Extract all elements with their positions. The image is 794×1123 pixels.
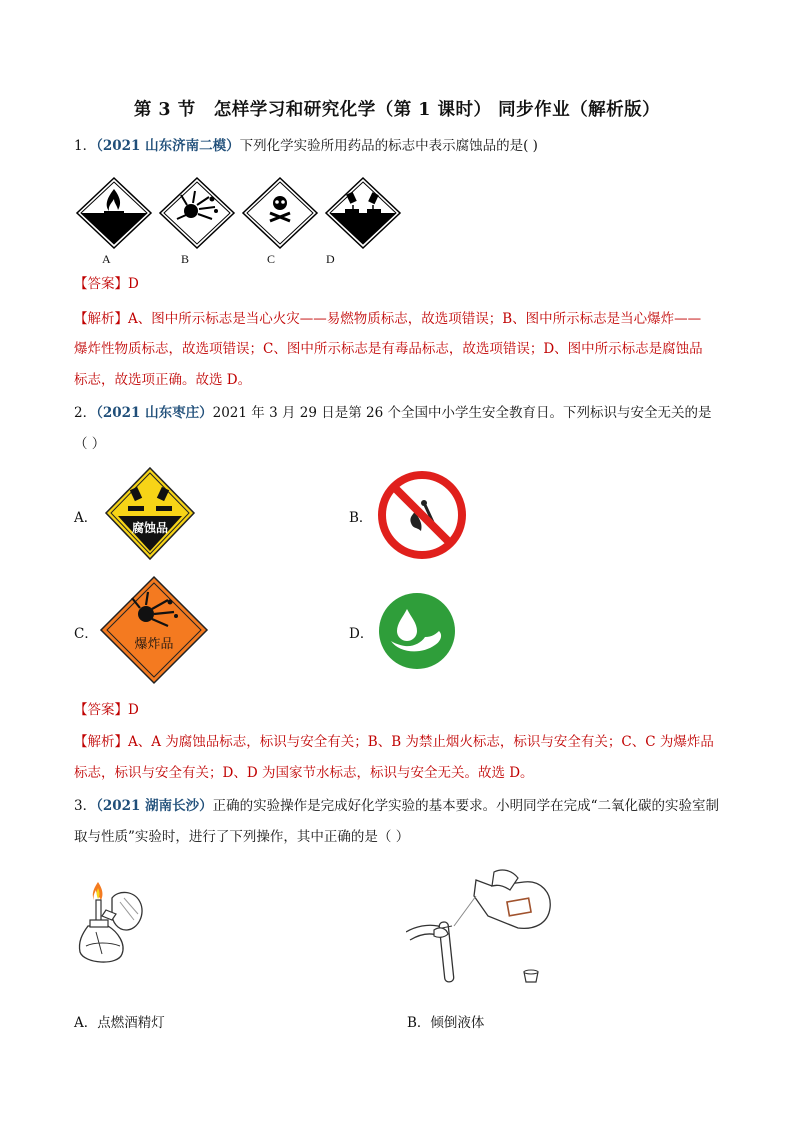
explosive-color-sign-icon [98, 574, 210, 686]
q3-stem-line-2: 取与性质”实验时，进行了下列操作，其中正确的是（ ） [74, 829, 410, 845]
q2-analysis-line-2: 标志，标识与安全有关；D、D 为国家节水标志，标识与安全无关。故选 D。 [74, 765, 534, 781]
q3-option-a-label: A．点燃酒精灯 [74, 1015, 165, 1031]
q1-label-a: A [102, 252, 111, 266]
alcohol-lamp-icon [72, 880, 162, 970]
q1-stem [74, 135, 538, 157]
q1-analysis-line-2: 爆炸性物质标志，故选项错误；C、图中所示标志是有毒品标志，故选项错误；D、图中所示标志是腐蚀品 [74, 341, 703, 357]
q2-analysis-line-1 [74, 731, 714, 753]
q1-label-d: D [326, 252, 335, 266]
q2-option-d-label: D． [349, 626, 374, 642]
q2-text: 2021 年 3 月 29 日是第 26 个全国中小学生安全教育日。下列标识与安全无关的是 [212, 405, 712, 421]
q3-number: 3． [74, 798, 97, 814]
q3-text-1: 正确的实验操作是完成好化学实验的基本要求。小明同学在完成“二氧化碳的实验室制 [212, 798, 720, 814]
water-saving-sign-icon [377, 591, 457, 671]
page-title: 第 3 节 怎样学习和研究化学（第 1 课时） 同步作业（解析版） [133, 100, 661, 120]
toxic-sign-icon [240, 175, 320, 250]
q3-option-b-label: B．倾倒液体 [407, 1015, 485, 1031]
explosive-sign-icon [157, 175, 237, 250]
q1-analysis-text-1: A、图中所示标志是当心火灾——易燃物质标志，故选项错误；B、图中所示标志是当心爆炸—— [128, 311, 702, 327]
q1-answer-tag: 【答案】 [74, 276, 128, 292]
q1-analysis-line-1 [74, 308, 701, 330]
q2-option-c-label: C． [74, 626, 98, 642]
q1-answer [74, 273, 139, 295]
q1-answer-value: D [128, 276, 139, 292]
q1-text: 下列化学实验所用药品的标志中表示腐蚀品的是( ) [239, 138, 538, 154]
no-fire-sign-icon [377, 471, 467, 559]
pouring-liquid-icon [406, 868, 558, 988]
q2-analysis-text-1: A、A 为腐蚀品标志，标识与安全有关；B、B 为禁止烟火标志，标识与安全有关；C、C 为爆炸品 [128, 734, 714, 750]
flammable-sign-icon [74, 175, 154, 250]
q2-sign-a-text: 腐蚀品 [131, 521, 169, 535]
q3-stem-line-1 [74, 795, 719, 817]
q2-analysis-tag: 【解析】 [74, 734, 128, 750]
q1-analysis-tag: 【解析】 [74, 311, 128, 327]
q2-stem [74, 402, 711, 424]
q2-answer [74, 699, 139, 721]
q2-sign-c-text: 爆炸品 [134, 637, 174, 652]
q2-option-b-label: B． [349, 510, 373, 526]
q2-answer-tag: 【答案】 [74, 702, 128, 718]
q2-source: （2021 山东枣庄） [96, 405, 213, 421]
q2-number: 2． [74, 405, 97, 421]
corrosive-sign-icon [323, 175, 403, 250]
q1-label-b: B [181, 252, 190, 266]
q1-label-c: C [267, 252, 276, 266]
q1-number: 1． [74, 138, 97, 154]
q2-answer-value: D [128, 702, 139, 718]
q1-analysis-line-3: 标志，故选项正确。故选 D。 [74, 372, 252, 388]
q2-option-a-label: A． [74, 510, 98, 526]
q1-source: （2021 山东济南二模） [96, 138, 240, 154]
corrosive-color-sign-icon [104, 466, 196, 561]
q2-paren: （ ） [74, 436, 106, 452]
q3-source: （2021 湖南长沙） [96, 798, 213, 814]
